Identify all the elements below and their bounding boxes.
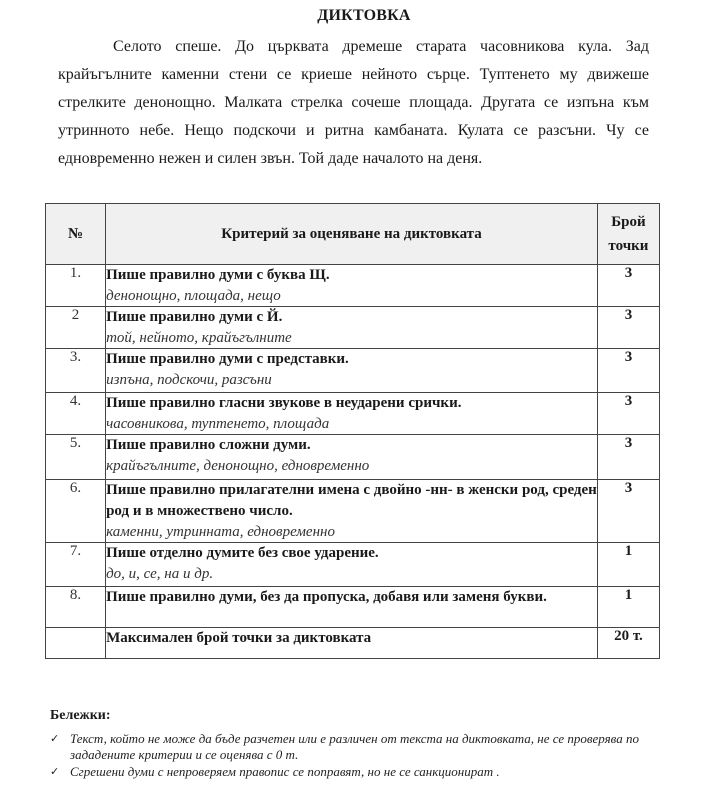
header-number: № — [46, 204, 106, 265]
row-points: 3 — [597, 307, 659, 349]
table-row — [46, 349, 660, 393]
criterion-text: Пише правилно сложни думи. — [106, 437, 311, 453]
criterion-examples: до, и, се, на и др. — [106, 566, 214, 582]
header-criterion: Критерий за оценяване на диктовката — [106, 204, 598, 265]
row-criterion — [106, 393, 598, 435]
row-criterion — [106, 349, 598, 393]
criteria-table — [45, 203, 660, 659]
table-row — [46, 307, 660, 349]
criterion-examples: крайъгълните, денонощно, едновременно — [106, 458, 370, 474]
table-header-row — [46, 204, 660, 265]
table-row — [46, 543, 660, 587]
criterion-text: Пише правилно думи с буква Щ. — [106, 267, 330, 283]
criterion-text: Пише правилно думи, без да пропуска, добавя или заменя букви. — [106, 589, 547, 605]
criterion-examples: той, нейното, крайъгълните — [106, 330, 292, 346]
criterion-text: Пише правилно думи с Й. — [106, 309, 283, 325]
criterion-examples: каменни, утринната, едновременно — [106, 524, 335, 540]
row-points: 3 — [597, 349, 659, 393]
check-icon: ✓ — [50, 732, 60, 745]
criterion-text: Пише отделно думите без свое ударение. — [106, 545, 379, 561]
criterion-text: Пише правилно гласни звукове в неударени срички. — [106, 395, 462, 411]
criterion-examples: денонощно, площада, нещо — [106, 288, 281, 304]
check-icon: ✓ — [50, 765, 60, 778]
note-text: Сгрешени думи с непроверяем правопис се поправят, но не се санкционират . — [70, 764, 500, 779]
table-row — [46, 587, 660, 628]
row-points: 3 — [597, 435, 659, 480]
dictation-text: Селото спеше. До църквата дремеше старата часовникова кула. Зад крайъгълните каменни стени се криеше нейното сърце. Туптенето му движеше стрелките денонощно. Малката стрелка сочеше площада. Другата се изпъна към утринното небе. Нещо подскочи и ритна камбаната. Кулата се разсъни. Чу се едновременно нежен и силен звън. Той даде началото на деня. — [58, 38, 649, 167]
row-points: 3 — [597, 393, 659, 435]
table-row — [46, 435, 660, 480]
table-row — [46, 393, 660, 435]
row-points: 1 — [597, 543, 659, 587]
row-number: 8. — [46, 587, 106, 628]
total-label-cell — [106, 628, 598, 659]
note-text: Текст, който не може да бъде разчетен или е различен от текста на диктовката, не се проверява по зададените критерии и се оценява с 0 т. — [70, 731, 639, 762]
row-points: 3 — [597, 265, 659, 307]
row-criterion — [106, 265, 598, 307]
row-number: 7. — [46, 543, 106, 587]
row-criterion — [106, 480, 598, 543]
row-number: 6. — [46, 480, 106, 543]
total-row — [46, 628, 660, 659]
row-criterion — [106, 307, 598, 349]
criterion-text: Пише правилно прилагателни имена с двойно -нн- в женски род, среден род и в множествено число. — [106, 482, 597, 519]
row-criterion — [106, 587, 598, 628]
total-points: 20 т. — [597, 628, 659, 659]
note-item — [50, 731, 670, 763]
row-number: 3. — [46, 349, 106, 393]
criterion-examples: часовникова, туптенето, площада — [106, 416, 330, 432]
row-criterion — [106, 543, 598, 587]
row-criterion — [106, 435, 598, 480]
header-points-line2: точки — [608, 238, 649, 254]
notes-title: Бележки: — [50, 708, 111, 723]
table-row — [46, 480, 660, 543]
total-number — [46, 628, 106, 659]
note-item — [50, 764, 670, 780]
header-points-line1: Брой — [611, 214, 646, 230]
row-number: 1. — [46, 265, 106, 307]
row-number: 2 — [46, 307, 106, 349]
row-points: 3 — [597, 480, 659, 543]
total-label: Максимален брой точки за диктовката — [106, 630, 372, 646]
criterion-examples: изпъна, подскочи, разсъни — [106, 372, 272, 388]
row-points: 1 — [597, 587, 659, 628]
criterion-text: Пише правилно думи с представки. — [106, 351, 349, 367]
row-number: 5. — [46, 435, 106, 480]
notes-list — [50, 731, 670, 781]
document-title: ДИКТОВКА — [317, 7, 411, 24]
table-row — [46, 265, 660, 307]
row-number: 4. — [46, 393, 106, 435]
header-points — [597, 204, 659, 265]
